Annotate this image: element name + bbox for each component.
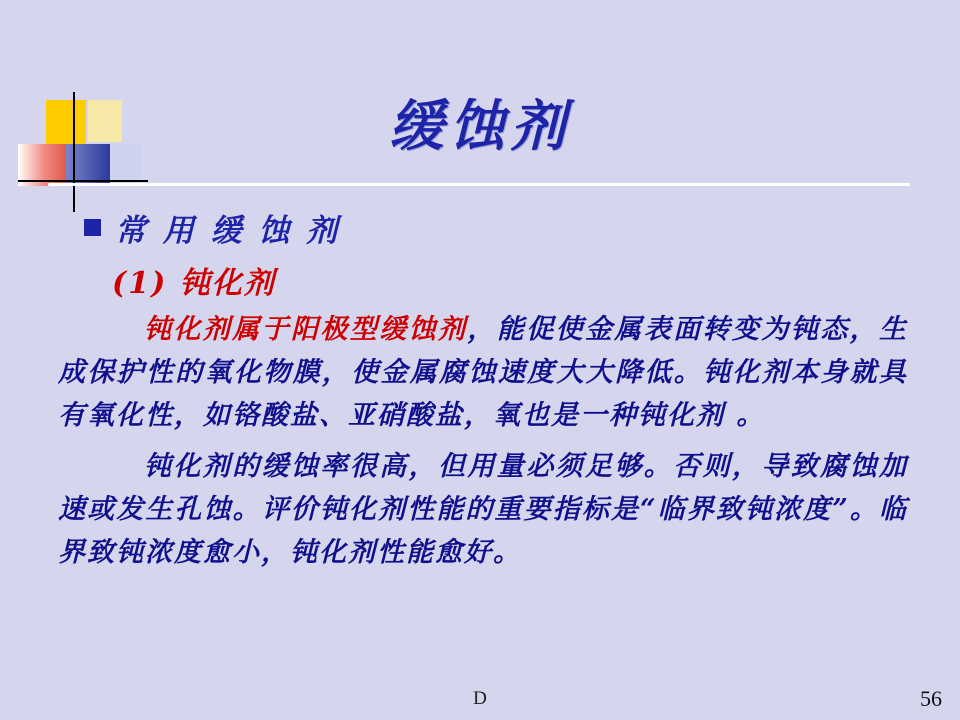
page-number: 56 bbox=[920, 686, 942, 711]
slide-body bbox=[0, 205, 960, 574]
slide-title: 缓蚀剂 bbox=[388, 93, 572, 158]
bullet-heading-label: 常 用 缓 蚀 剂 bbox=[115, 213, 341, 249]
paragraph-1-highlight: 钝化剂属于阳极型缓蚀剂 bbox=[144, 314, 468, 345]
paragraph-1-text: ，能促使金属表面转变为钝态，生成保护性的氧化物膜，使金属腐蚀速度大大降低。钝化剂本身就具有氧化性，如铬酸盐、亚硝酸盐，氧也是一种钝化剂 。 bbox=[58, 314, 909, 431]
title-divider bbox=[48, 183, 910, 186]
square-bullet-icon bbox=[84, 219, 101, 236]
paragraph-2-text: 钝化剂的缓蚀率很高，但用量必须足够。否则，导致腐蚀加速或发生孔蚀。评价钝化剂性能的重要指标是“临界致钝浓度”。临界致钝浓度愈小，钝化剂性能愈好。 bbox=[58, 451, 908, 568]
paragraph-2 bbox=[0, 445, 960, 574]
footer-center-label: D bbox=[473, 688, 487, 709]
paragraph-1 bbox=[0, 308, 960, 437]
bullet-heading bbox=[0, 205, 960, 250]
logo-horizontal-line bbox=[18, 180, 148, 182]
sub-heading: (1) 钝化剂 bbox=[112, 266, 276, 301]
